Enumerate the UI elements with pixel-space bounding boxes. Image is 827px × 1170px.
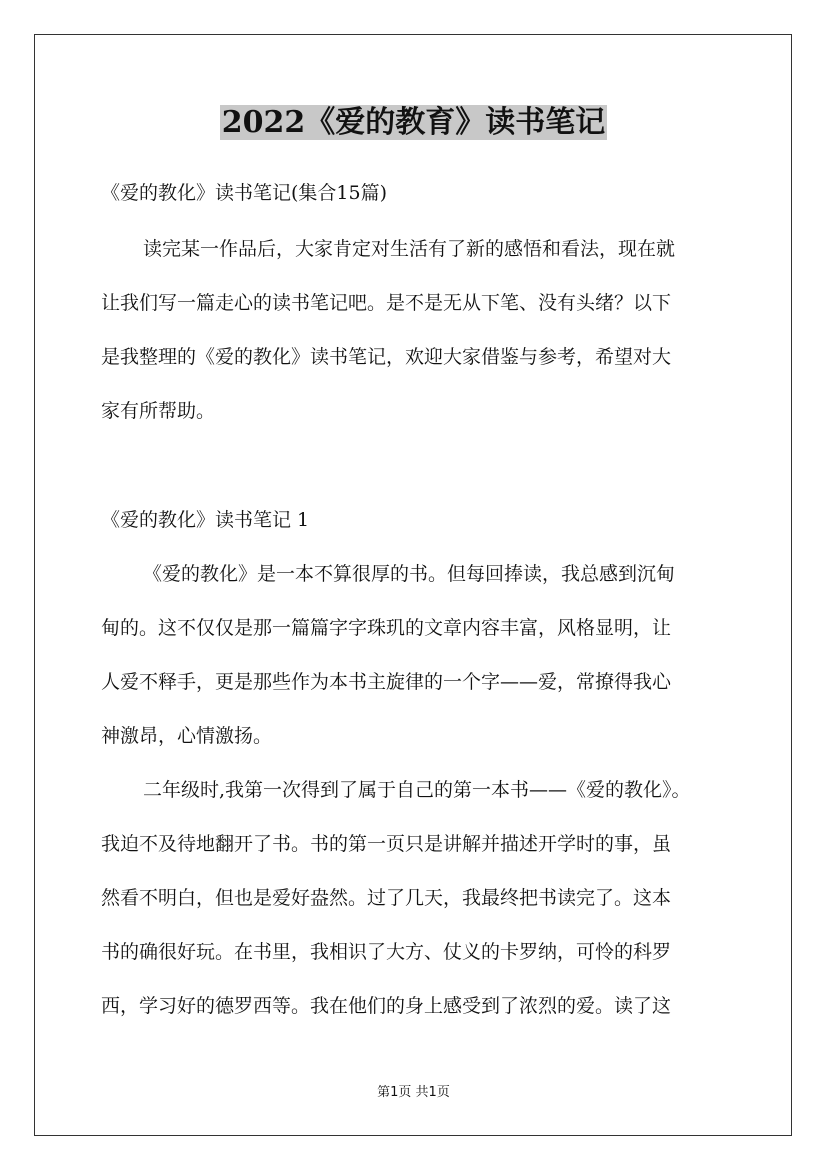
paragraph-line: 人爱不释手，更是那些作为本书主旋律的一个字——爱，常撩得我心 [101,671,672,693]
document-title [0,101,827,145]
paragraph-line: 然看不明白，但也是爱好盎然。过了几天，我最终把书读完了。这本 [101,887,672,909]
page-footer: 第1页 共1页 [377,1085,450,1100]
paragraph-line: 西，学习好的德罗西等。我在他们的身上感受到了浓烈的爱。读了这 [101,995,672,1017]
intro-line-3: 是我整理的《爱的教化》读书笔记，欢迎大家借鉴与参考，希望对大 [101,346,672,368]
section-heading: 《爱的教化》读书笔记 1 [101,509,310,531]
paragraph-line: 书的确很好玩。在书里，我相识了大方、仗义的卡罗纳，可怜的科罗 [101,941,672,963]
paragraph-line: 二年级时,我第一次得到了属于自己的第一本书——《爱的教化》。 [143,779,691,801]
document-title-text: 2022《爱的教育》读书笔记 [221,105,606,140]
intro-line-4: 家有所帮助。 [101,400,216,422]
paragraph-line: 《爱的教化》是一本不算很厚的书。但每回捧读，我总感到沉甸 [143,563,676,585]
intro-line-2: 让我们写一篇走心的读书笔记吧。是不是无从下笔、没有头绪？以下 [101,292,672,314]
intro-line-1: 读完某一作品后，大家肯定对生活有了新的感悟和看法，现在就 [143,238,676,260]
paragraph-line: 神激昂，心情激扬。 [101,725,273,747]
paragraph-line: 我迫不及待地翻开了书。书的第一页只是讲解并描述开学时的事，虽 [101,833,672,855]
document-subtitle: 《爱的教化》读书笔记(集合15篇) [101,182,388,204]
paragraph-line: 甸的。这不仅仅是那一篇篇字字珠玑的文章内容丰富，风格显明，让 [101,617,672,639]
